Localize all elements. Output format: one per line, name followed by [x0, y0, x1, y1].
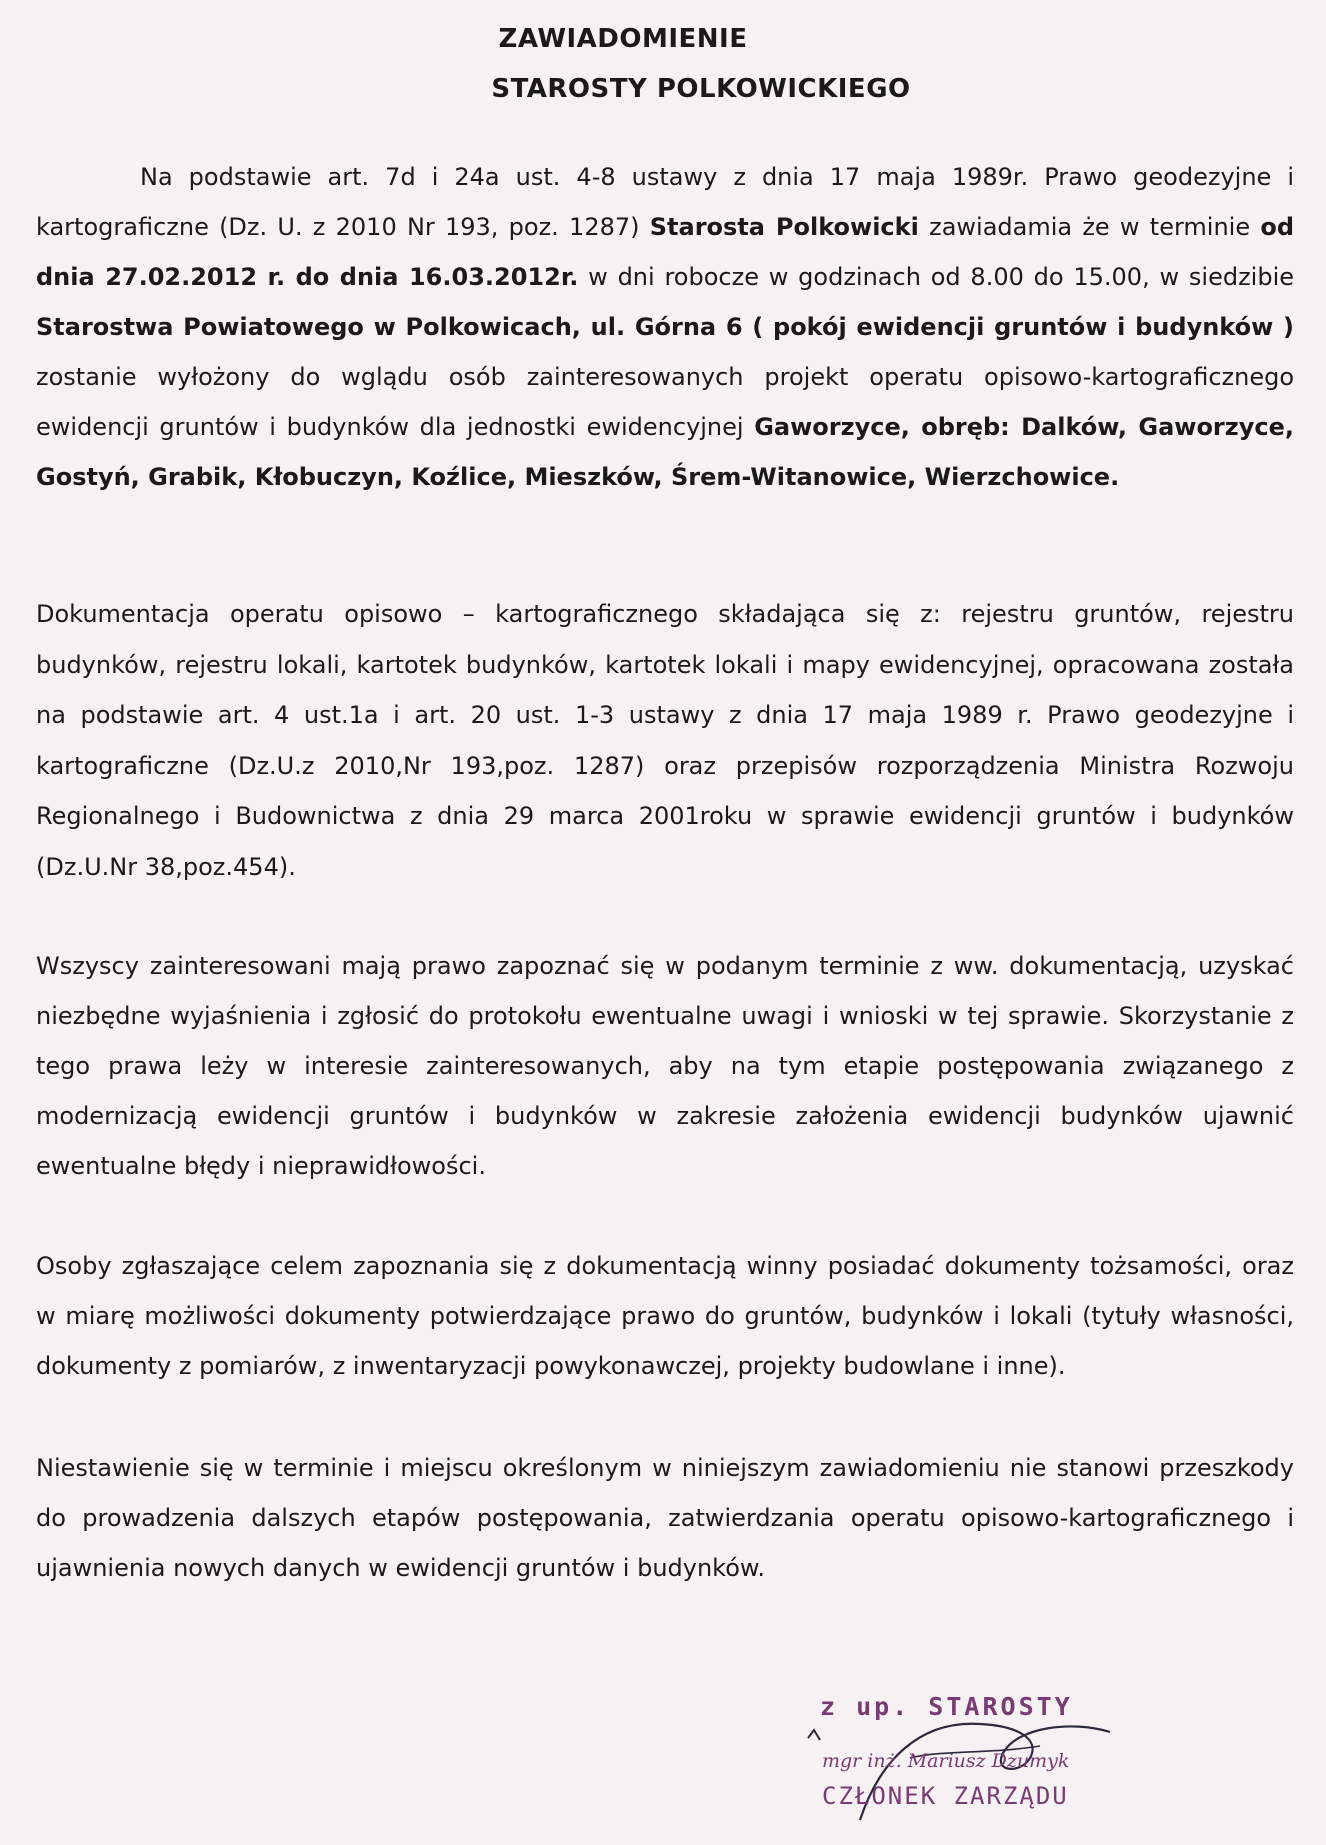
paragraph-rights: Wszyscy zainteresowani mają prawo zapoznać się w podanym terminie z ww. dokumentacją, uzyskać niezbędne wyjaśnienia i zgłosić do protokołu ewentualne uwagi i wnioski w tej sprawie. Skorzystanie z tego prawa leży w interesie zainteresowanych, aby na tym etapie postępowania związanego z modernizacją ewidencji gruntów i budynków w zakresie założenia ewidencji budynków ujawnić ewentualne błędy i nieprawidłowości. — [36, 952, 1294, 1180]
paragraph-absence: Niestawienie się w terminie i miejscu określonym w niniejszym zawiadomieniu nie stanowi przeszkody do prowadzenia dalszych etapów postępowania, zatwierdzania operatu opisowo-kartograficznego i ujawnienia nowych danych w ewidencji gruntów i budynków. — [36, 1454, 1294, 1582]
stamp-authorization: z up. STAROSTY — [820, 1692, 1073, 1721]
official-stamp — [790, 1680, 1150, 1830]
paragraph-text: Na podstawie art. 7d i 24a ust. 4-8 ustawy z dnia 17 maja 1989r. Prawo geodezyjne i kartograficzne (Dz. U. z 2010 Nr 193, poz. 1287) — [36, 163, 1294, 241]
date-range: od dnia 27.02.2012 r. do dnia 16.03.2012r. — [36, 213, 1295, 291]
stamp-official-role: CZŁONEK ZARZĄDU — [822, 1782, 1069, 1810]
office-address: Starostwa Powiatowego w Polkowicach, ul. Górna 6 ( pokój ewidencji gruntów i budynków ) — [36, 313, 1294, 341]
document-subtitle: STAROSTY POLKOWICKIEGO — [491, 74, 911, 104]
authority-name: Starosta Polkowicki — [649, 213, 919, 241]
stamp-official-name: mgr inż. Mariusz Dzumyk — [822, 1750, 1070, 1772]
paragraph-documentation: Dokumentacja operatu opisowo – kartograficznego składająca się z: rejestru gruntów, rejestru budynków, rejestru lokali, kartotek budynków, kartotek lokali i mapy ewidencyjnej, opracowana została na podstawie art. 4 ust.1a i art. 20 ust. 1-3 ustawy z dnia 17 maja 1989 r. Prawo geodezyjne i kartograficzne (Dz.U.z 2010,Nr 193,poz. 1287) oraz przepisów rozporządzenia Ministra Rozwoju Regionalnego i Budownictwa z dnia 29 marca 2001roku w sprawie ewidencji gruntów i budynków (Dz.U.Nr 38,poz.454). — [36, 600, 1294, 881]
paragraph-text: w dni robocze w godzinach od 8.00 do 15.00, w siedzibie — [578, 263, 1295, 291]
location-list: Gaworzyce, obręb: Dalków, Gaworzyce, Gostyń, Grabik, Kłobuczyn, Koźlice, Mieszków, Śrem-Witanowice, Wierzchowice. — [36, 413, 1294, 491]
document-title: ZAWIADOMIENIE — [498, 24, 748, 54]
paragraph-notice — [36, 152, 1294, 502]
paragraph-text: zawiadamia że w terminie — [918, 213, 1261, 241]
paragraph-requirements: Osoby zgłaszające celem zapoznania się z dokumentacją winny posiadać dokumenty tożsamości, oraz w miarę możliwości dokumenty potwierdzające prawo do gruntów, budynków i lokali (tytuły własności, dokumenty z pomiarów, z inwentaryzacji powykonawczej, projekty budowlane i inne). — [36, 1252, 1294, 1380]
paragraph-text: zostanie wyłożony do wglądu osób zainteresowanych projekt operatu opisowo-kartograficznego ewidencji gruntów i budynków dla jednostki ewidencyjnej — [36, 363, 1294, 441]
